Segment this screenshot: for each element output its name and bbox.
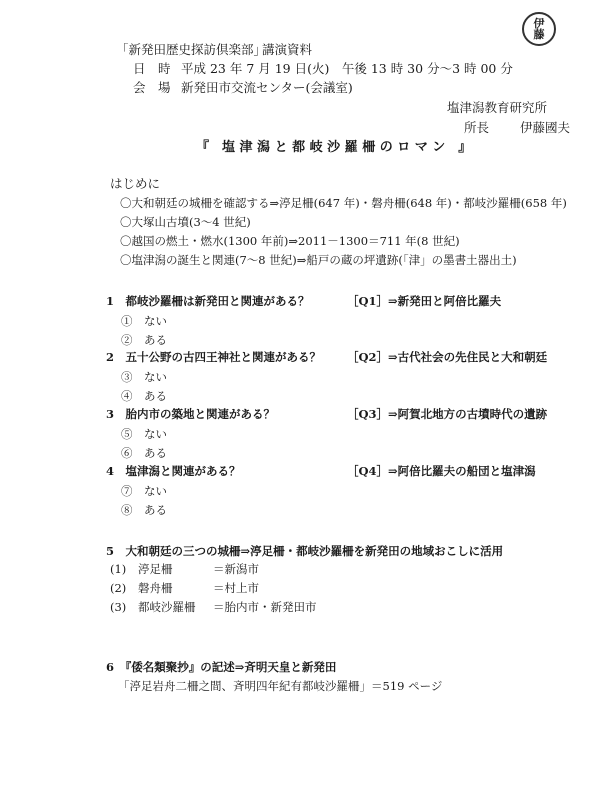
castle-number: (1) (110, 562, 127, 576)
stamp-char-1: 伊 (533, 17, 545, 30)
castle-number: (3) (110, 600, 127, 614)
venue-label: 会 場 (133, 80, 171, 95)
q3-note: ［Q3］⇒阿賀北地方の古墳時代の遺跡 (347, 407, 548, 421)
seal-stamp (522, 12, 556, 46)
intro-item: 〇塩津潟の誕生と関連(7～8 世紀)⇒船戸の蔵の坪遺跡(「津」の墨書土器出土) (120, 253, 517, 267)
answer-option: ④ ある (121, 389, 167, 403)
q1-note: ［Q1］⇒新発田と阿倍比羅夫 (347, 294, 502, 308)
answer-option: ⑦ ない (121, 484, 167, 498)
castle-name: 都岐沙羅柵 (138, 600, 196, 614)
answer-option: ② ある (121, 333, 167, 347)
answer-option: ① ない (121, 314, 167, 328)
organization: 塩津潟教育研究所 (447, 100, 548, 115)
question-1: 1 都岐沙羅柵は新発田と関連がある？ (106, 294, 310, 308)
stamp-char-2: 藤 (533, 28, 545, 41)
question-2: 2 五十公野の古四王神社と関連がある？ (106, 350, 321, 364)
question-4: 4 塩津潟と関連がある？ (106, 464, 241, 478)
q2-note: ［Q2］⇒古代社会の先住民と大和朝廷 (347, 350, 548, 364)
answer-option: ③ ない (121, 370, 167, 384)
date-value: 平成 23 年 7 月 19 日(火) 午後 13 時 30 分～3 時 00 分 (181, 61, 513, 76)
date-label: 日 時 (133, 61, 171, 76)
section-5-heading: 5 大和朝廷の三つの城柵⇒渟足柵・都岐沙羅柵を新発田の地域おこしに活用 (106, 544, 504, 558)
castle-number: (2) (110, 581, 127, 595)
intro-heading: はじめに (110, 176, 161, 191)
material-label: 講演資料 (262, 42, 313, 57)
director-name: 伊藤國夫 (520, 120, 571, 135)
intro-item: 〇大和朝廷の城柵を確認する⇒渟足柵(647 年)・磐舟柵(648 年)・都岐沙羅柵(658 年) (120, 196, 567, 210)
answer-option: ⑧ ある (121, 503, 167, 517)
castle-place: ＝胎内市・新発田市 (213, 600, 317, 614)
club-title: 「新発田歴史探訪倶楽部」 (116, 42, 267, 57)
question-3: 3 胎内市の築地と関連がある？ (106, 407, 275, 421)
castle-place: ＝新潟市 (213, 562, 259, 576)
document-title: 『 塩 津 潟 と 都 岐 沙 羅 柵 の ロ マ ン 』 (196, 140, 472, 155)
castle-place: ＝村上市 (213, 581, 259, 595)
section-6-heading: 6 『倭名類聚抄』の記述⇒斉明天皇と新発田 (106, 660, 337, 674)
answer-option: ⑤ ない (121, 427, 167, 441)
q4-note: ［Q4］⇒阿倍比羅夫の船団と塩津潟 (347, 464, 536, 478)
castle-name: 渟足柵 (138, 562, 173, 576)
answer-option: ⑥ ある (121, 446, 167, 460)
castle-name: 磐舟柵 (138, 581, 173, 595)
venue-value: 新発田市交流センター(会議室) (181, 80, 353, 95)
section-6-quote: 「渟足岩舟二柵之間、斉明四年紀有都岐沙羅柵」＝519 ページ (118, 679, 443, 693)
intro-item: 〇越国の燃土・燃水(1300 年前)⇒2011－1300＝711 年(8 世紀) (120, 234, 460, 248)
intro-item: 〇大塚山古墳(3～4 世紀) (120, 215, 251, 229)
director-title: 所長 (464, 120, 490, 135)
